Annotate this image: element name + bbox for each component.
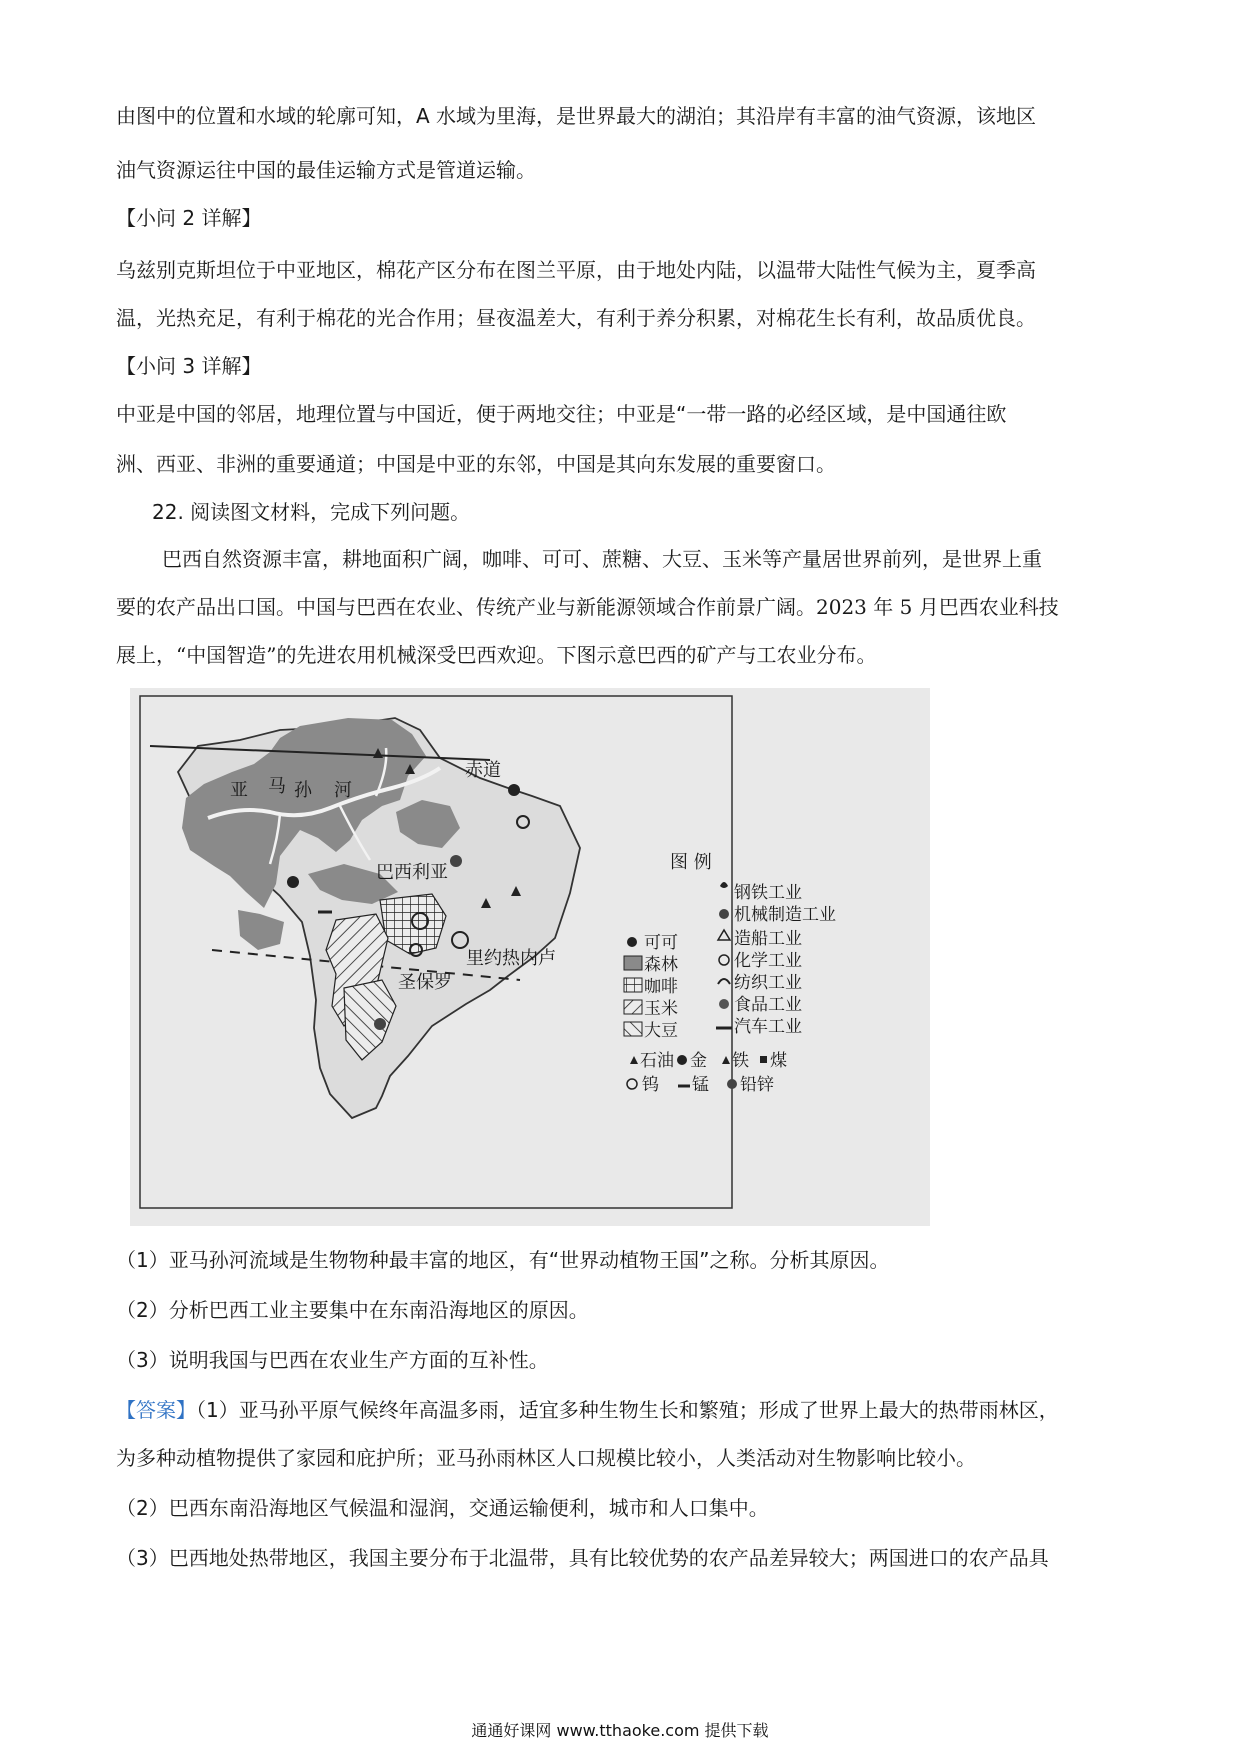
legend-tungsten: 钨	[642, 1075, 659, 1095]
section-heading: 【小问 3 详解】	[116, 354, 262, 378]
legend-machinery: 机械制造工业	[734, 905, 836, 925]
lead-zinc-icon	[374, 1018, 386, 1030]
text-line: 乌兹别克斯坦位于中亚地区，棉花产区分布在图兰平原，由于地处内陆，以温带大陆性气候为主，夏季高	[116, 258, 1036, 282]
text-line: 中亚是中国的邻居，地理位置与中国近，便于两地交往；中亚是“一带一路的必经区域，是中国通往欧	[116, 402, 1007, 426]
food-industry-icon	[719, 999, 729, 1009]
text-line: 油气资源运往中国的最佳运输方式是管道运输。	[116, 158, 536, 182]
forest-swatch	[624, 956, 642, 970]
sub-question-2: （2）分析巴西工业主要集中在东南沿海地区的原因。	[116, 1298, 589, 1322]
coal-icon	[760, 1056, 767, 1063]
gold-icon	[677, 1055, 687, 1065]
city-label-brasilia: 巴西利亚	[376, 862, 448, 883]
cocoa-icon	[508, 784, 520, 796]
river-label: 亚	[230, 780, 248, 801]
answer-line	[116, 1396, 1059, 1424]
legend-oil: 石油	[640, 1051, 674, 1071]
legend-iron: 铁	[732, 1051, 749, 1071]
section-heading: 【小问 2 详解】	[116, 206, 262, 230]
answer-line: （2）巴西东南沿海地区气候温和湿润，交通运输便利，城市和人口集中。	[116, 1496, 769, 1520]
page-footer: 通通好课网 www.tthaoke.com 提供下载	[471, 1721, 769, 1740]
legend-forest: 森林	[644, 955, 678, 975]
legend-gold: 金	[690, 1051, 707, 1071]
legend-auto: 汽车工业	[734, 1017, 802, 1037]
legend-manganese: 锰	[692, 1075, 709, 1095]
legend-title: 图 例	[670, 852, 712, 873]
question-22: 22. 阅读图文材料，完成下列问题。	[152, 500, 471, 524]
legend-cocoa: 可可	[644, 933, 678, 953]
material-line: 展上，“中国智造”的先进农用机械深受巴西欢迎。下图示意巴西的矿产与工农业分布。	[116, 643, 877, 667]
legend-textile: 纺织工业	[734, 973, 802, 993]
cocoa-icon	[627, 937, 637, 947]
material-line: 要的农产品出口国。中国与巴西在农业、传统产业与新能源领域合作前景广阔。2023 年 5 月巴西农业科技	[116, 595, 1059, 619]
legend-leadzinc: 铅锌	[740, 1075, 774, 1095]
legend-shipbuilding: 造船工业	[734, 929, 802, 949]
answer-tag: 【答案】	[116, 1398, 196, 1422]
river-label: 马	[268, 776, 286, 797]
city-label-rio: 里约热内卢	[466, 948, 556, 969]
answer-line: （3）巴西地处热带地区，我国主要分布于北温带，具有比较优势的农产品差异较大；两国进口的农产品具	[116, 1546, 1049, 1570]
legend-coffee: 咖啡	[644, 977, 678, 997]
lead-zinc-icon	[727, 1079, 737, 1089]
legend-food: 食品工业	[734, 995, 802, 1015]
sub-question-3: （3）说明我国与巴西在农业生产方面的互补性。	[116, 1348, 549, 1372]
machinery-icon	[719, 909, 729, 919]
legend-corn: 玉米	[644, 999, 678, 1019]
coffee-swatch	[624, 978, 642, 992]
soybean-swatch	[624, 1022, 642, 1036]
text-line: 温，光热充足，有利于棉花的光合作用；昼夜温差大，有利于养分积累，对棉花生长有利，故品质优良。	[116, 306, 1036, 330]
answer-line: 为多种动植物提供了家园和庇护所；亚马孙雨林区人口规模比较小，人类活动对生物影响比较小。	[116, 1446, 976, 1470]
answer-text: （1）亚马孙平原气候终年高温多雨，适宜多种生物生长和繁殖；形成了世界上最大的热带雨林区，	[196, 1398, 1059, 1422]
brazil-map-figure	[130, 688, 930, 1226]
material-line: 巴西自然资源丰富，耕地面积广阔，咖啡、可可、蔗糖、大豆、玉米等产量居世界前列，是世界上重	[162, 547, 1042, 571]
legend-chemical: 化学工业	[734, 951, 802, 971]
legend-soybean: 大豆	[644, 1021, 678, 1041]
text-line: 洲、西亚、非洲的重要通道；中国是中亚的东邻，中国是其向东发展的重要窗口。	[116, 452, 836, 476]
river-label: 河	[334, 780, 352, 801]
sub-question-1: （1）亚马孙河流域是生物物种最丰富的地区，有“世界动植物王国”之称。分析其原因。	[116, 1248, 890, 1272]
machinery-icon	[450, 855, 462, 867]
legend-steel: 钢铁工业	[734, 883, 802, 903]
equator-label: 赤道	[465, 760, 501, 781]
river-label: 孙	[294, 780, 312, 801]
text-line: 由图中的位置和水域的轮廓可知，A 水域为里海，是世界最大的湖泊；其沿岸有丰富的油气资源，该地区	[116, 104, 1037, 128]
city-label-saopaulo: 圣保罗	[398, 972, 452, 993]
legend-coal: 煤	[770, 1051, 787, 1071]
corn-swatch	[624, 1000, 642, 1014]
gold-icon	[287, 876, 299, 888]
